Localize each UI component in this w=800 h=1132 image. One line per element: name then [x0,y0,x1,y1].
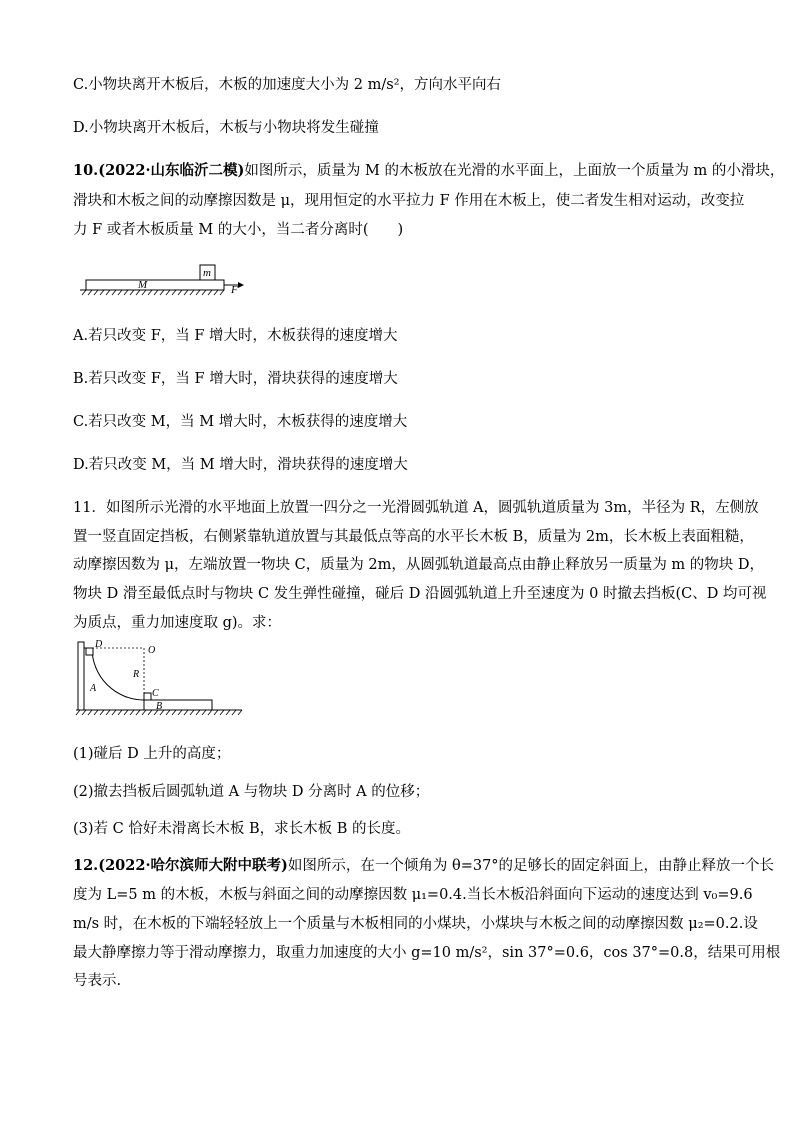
block-d [86,648,93,655]
q11-stem-line5: 为质点，重力加速度取 g)。求： [73,615,282,631]
q10-source: (2022·山东临沂二模) [98,162,245,179]
q10-board-figure [72,256,252,300]
q11-stem-line4: 物块 D 滑至最低点时与物块 C 发生弹性碰撞，碰后 D 沿圆弧轨道上升至速度为 0 时撤去挡板(C、D 均可视 [73,586,767,602]
label-b: B [156,701,163,712]
q9-option-c: C.小物块离开木板后，木板的加速度大小为 2 m/s²，方向水平向右 [73,77,502,93]
q12-stem-line5: 号表示. [73,973,122,989]
label-a: A [90,683,97,694]
board-label: M [138,279,148,291]
ground-hatch [82,290,224,295]
q12-number: 12. [73,857,99,874]
label-c: C [152,688,159,699]
q11-stem-line3: 动摩擦因数为 μ，左端放置一物块 C，质量为 2m，从圆弧轨道最高点由静止释放另一质量为 m 的物块 D， [73,557,765,573]
q11-stem-line2: 置一竖直固定挡板，右侧紧靠轨道放置与其最低点等高的水平长木板 B，质量为 2m，长木板上表面粗糙， [73,529,754,545]
q10-option-a: A.若只改变 F，当 F 增大时，木板获得的速度增大 [73,328,398,344]
label-o: O [148,645,156,656]
q12-source: (2022·哈尔滨师大附中联考) [98,857,288,874]
long-board-b [144,700,212,710]
q11-part-2: (2)撤去挡板后圆弧轨道 A 与物块 D 分离时 A 的位移； [73,784,430,800]
label-d: D [95,640,103,650]
q11-stem-line1: 11．如图所示光滑的水平地面上放置一四分之一光滑圆弧轨道 A，圆弧轨道质量为 3m，半径为 R，左侧放 [73,500,759,516]
q10-stem-line3: 力 F 或者木板质量 M 的大小，当二者分离时( ) [73,222,404,238]
q11-part-1: (1)碰后 D 上升的高度； [73,746,231,762]
q10-number: 10. [73,162,99,179]
fixed-wall [78,642,84,710]
q12-stem-line2: 度为 L=5 m 的木板，木板与斜面之间的动摩擦因数 μ₁=0.4.当长木板沿斜面向下运动的速度达到 v₀=9.6 [73,887,753,903]
label-r: R [133,669,140,680]
q10-stem-line2: 滑块和木板之间的动摩擦因数是 μ，现用恒定的水平拉力 F 作用在木板上，使二者发生相对运动，改变拉 [73,193,745,209]
q12-stem-line4: 最大静摩擦力等于滑动摩擦力，取重力加速度的大小 g=10 m/s²，sin 37°=0.6，cos 37°=0.8，结果可用根 [73,945,781,961]
q10-option-d: D.若只改变 M，当 M 增大时，滑块获得的速度增大 [73,457,408,473]
q9-option-d: D.小物块离开木板后，木板与小物块将发生碰撞 [73,120,379,136]
q10-stem-text1: 如图所示，质量为 M 的木板放在光滑的水平面上，上面放一个质量为 m 的小滑块， [244,163,785,179]
force-arrowhead [238,282,244,288]
board-rect [86,280,224,290]
q10-stem-line1 [73,161,784,181]
q12-stem-text1: 如图所示，在一个倾角为 θ=37°的足够长的固定斜面上，由静止释放一个长 [287,858,775,874]
block-label: m [203,267,211,279]
block-c [144,693,151,700]
q12-stem-line1 [73,856,774,876]
q11-part-3: (3)若 C 恰好未滑离长木板 B，求长木板 B 的长度。 [73,821,410,837]
force-label: F [231,284,238,296]
q10-option-b: B.若只改变 F，当 F 增大时，滑块获得的速度增大 [73,371,398,387]
q11-arc-figure [70,640,250,720]
q10-option-c: C.若只改变 M，当 M 增大时，木板获得的速度增大 [73,414,408,430]
q12-stem-line3: m/s 时，在木板的下端轻轻放上一个质量与木板相同的小煤块，小煤块与木板之间的动摩擦因数 μ₂=0.2.设 [73,916,758,932]
